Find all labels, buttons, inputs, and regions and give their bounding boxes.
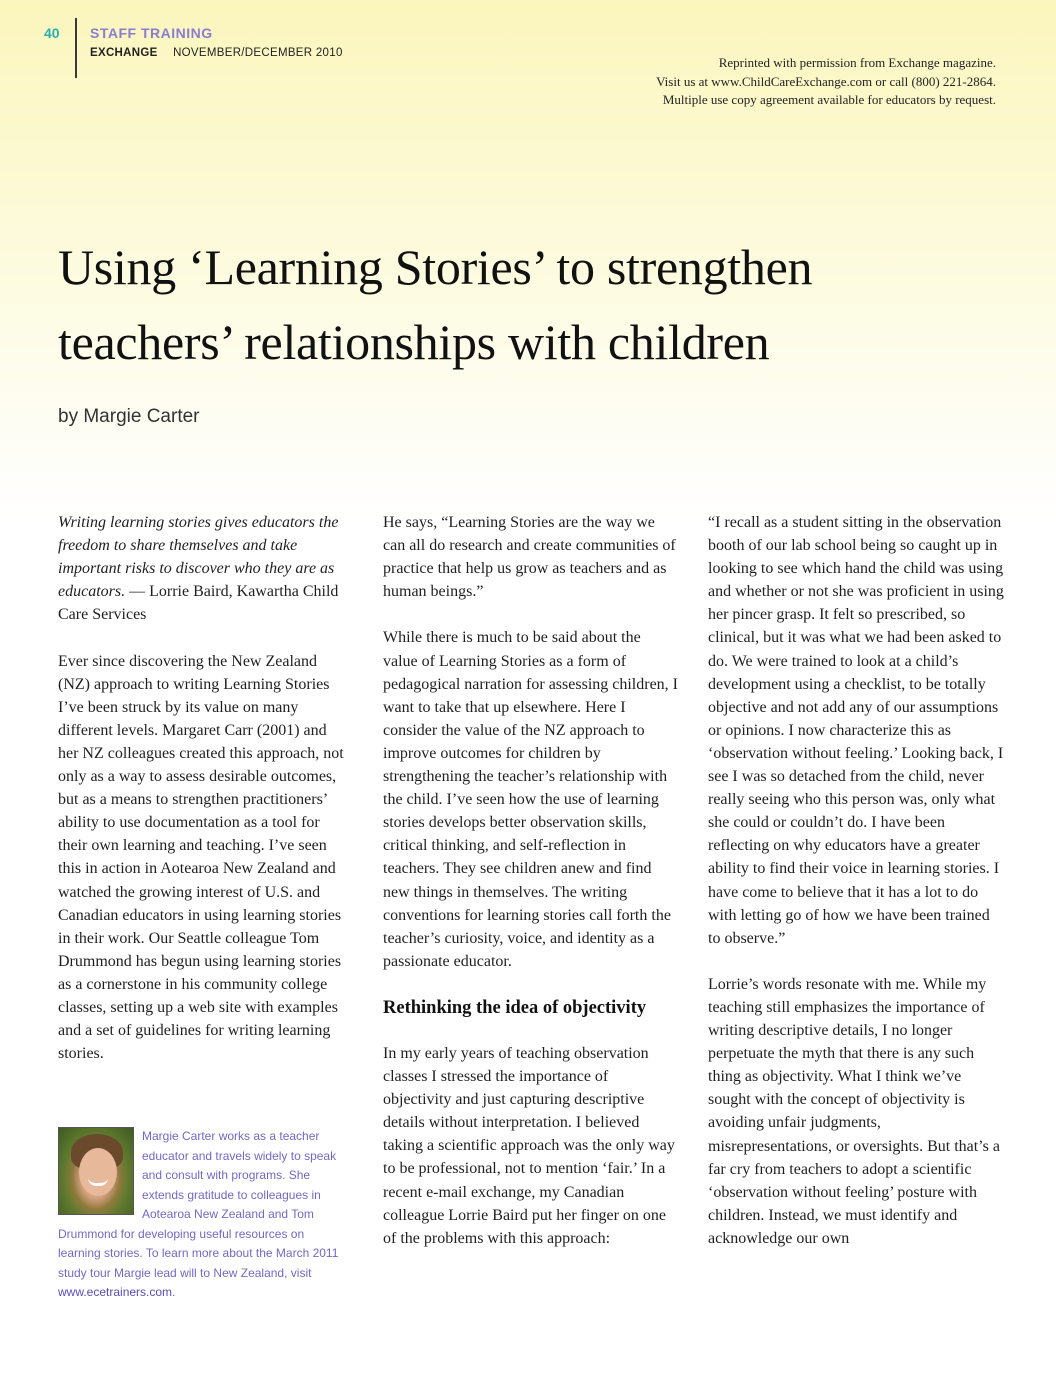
column-1 — [58, 511, 350, 1065]
bio-link[interactable]: www.ecetrainers.com — [58, 1285, 173, 1299]
reprint-line-3: Multiple use copy agreement available for educators by request. — [662, 92, 996, 107]
reprint-notice — [576, 54, 996, 110]
header-divider — [75, 18, 77, 78]
publication-name: EXCHANGE — [90, 47, 158, 59]
issue-date: NOVEMBER/DECEMBER 2010 — [173, 47, 343, 59]
column-2 — [383, 511, 679, 1250]
bio-end: . — [172, 1285, 176, 1299]
title-line-2: teachers’ relationships with children — [58, 314, 770, 370]
paragraph: While there is much to be said about the value of Learning Stories as a form of pedagogical narration for assessing children, I want to take that up elsewhere. Here I consider the value of the NZ approach to improve outcomes for children by strengthening the teacher’s relationship with the child. I’ve seen how the use of learning stories develops better observation skills, critical thinking, and self-reflection in teachers. They see children anew and find new things in themselves. The writing conventions for learning stories call forth the teacher’s curiosity, voice, and identity as a passionate educator. — [383, 629, 679, 970]
author-photo — [58, 1127, 134, 1215]
title-line-1: Using ‘Learning Stories’ to strengthen — [58, 239, 813, 295]
column-3 — [708, 511, 1004, 1250]
paragraph: Lorrie’s words resonate with me. While my teaching still emphasizes the importance of writing descriptive details, I no longer perpetuate the myth that there is any such thing as objectivity. What I think we’ve sought with the concept of objectivity is avoiding unfair judgments, misrepresentations, or oversights. But that’s a far cry from teachers to adopt a scientific ‘observation without feeling’ posture with children. Instead, we must identify and acknowledge our own — [708, 975, 1000, 1247]
publication-line — [90, 47, 343, 59]
byline: by Margie Carter — [58, 406, 200, 427]
epigraph-attribution: — Lorrie Baird, Kawartha Child Care Services — [58, 583, 339, 624]
epigraph-quote: Writing learning stories gives educators the freedom to share themselves and take important risks to discover who they are as educators. — [58, 514, 339, 601]
bio-text: Margie Carter works as a teacher educator and travels widely to speak and consult with programs. She extends gratitude to colleagues in Aotearoa New Zealand and Tom Drummond for developing useful resources on learning stories. To learn more about the March 2011 study tour Margie lead will to New Zealand, visit — [58, 1129, 339, 1280]
reprint-line-1: Reprinted with permission from Exchange magazine. — [718, 55, 996, 70]
page-number: 40 — [44, 25, 60, 41]
author-bio — [58, 1127, 348, 1303]
paragraph: In my early years of teaching observation classes I stressed the importance of objectivity and just capturing descriptive details without interpretation. I believed taking a scientific approach was the only way to be professional, not to mention ‘fair.’ In a recent e-mail exchange, my Canadian colleague Lorrie Baird put her finger on one of the problems with this approach: — [383, 1044, 675, 1247]
reprint-line-2: Visit us at www.ChildCareExchange.com or call (800) 221-2864. — [656, 73, 996, 89]
subheading: Rethinking the idea of objectivity — [383, 997, 647, 1018]
paragraph: Ever since discovering the New Zealand (NZ) approach to writing Learning Stories I’ve been struck by its value on many different levels. Margaret Carr (2001) and her NZ colleagues created this approach, not only as a way to assess desirable outcomes, but as a means to strengthen practitioners’ ability to use documentation as a tool for their own learning and teaching. I’ve seen this in action in Aotearoa New Zealand and watched the growing interest of U.S. and Canadian educators in using learning stories in their work. Our Seattle colleague Tom Drummond has begun using learning stories as a cornerstone in his community college classes, setting up a web site with examples and a set of guidelines for writing learning stories. — [58, 652, 344, 1063]
paragraph: “I recall as a student sitting in the observation booth of our lab school being so caught up in looking to see which hand the child was using and whether or not she was proficient in using her pincer grasp. It felt so prescribed, so clinical, but it was what we had been asked to do. We were trained to look at a child’s development using a checklist, to be totally objective and not add any of our assumptions or opinions. I now characterize this as ‘observation without feeling.’ Looking back, I see I was so detached from the child, never really seeing who this person was, only what she could or couldn’t do. I have been reflecting on why educators have a greater ability to find their voice in learning stories. I have come to believe that it has a lot to do with letting go of how we have been trained to observe.” — [708, 514, 1004, 947]
paragraph: He says, “Learning Stories are the way we can all do research and create communities of practice that help us grow as teachers and as human beings.” — [383, 514, 676, 601]
article-title — [58, 230, 998, 380]
epigraph — [58, 511, 350, 626]
section-label: STAFF TRAINING — [90, 25, 213, 41]
